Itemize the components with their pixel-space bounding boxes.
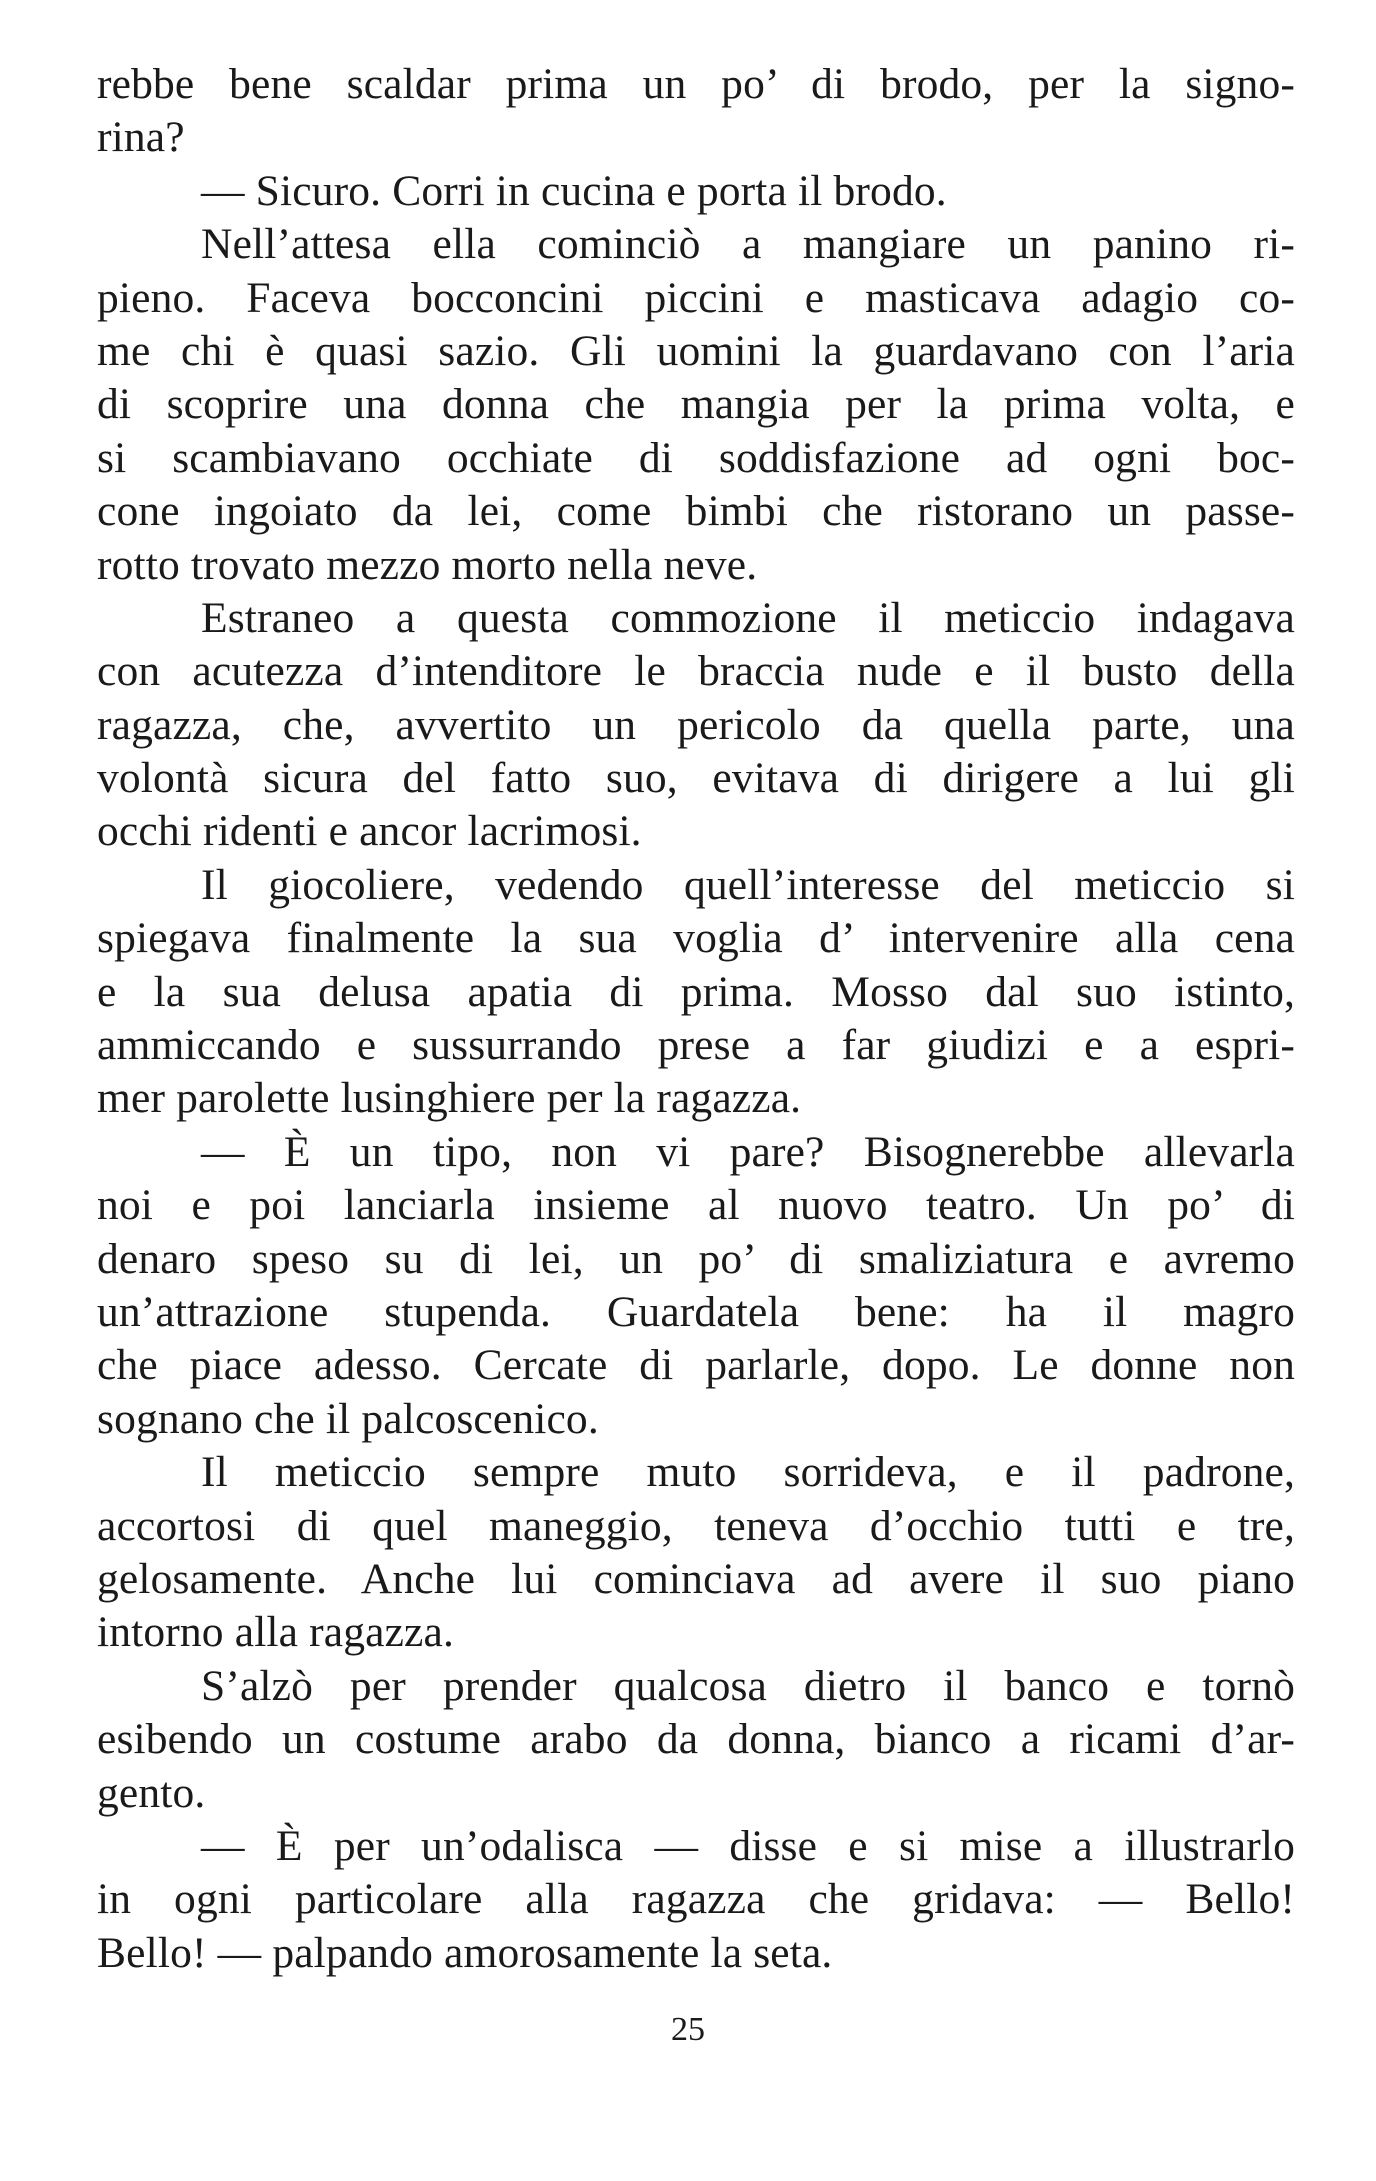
text-line: Estraneo a questa commozione il meticcio indagava (201, 593, 1295, 642)
text-line: intorno alla ragazza. (97, 1608, 454, 1657)
text-line: ammiccando e sussurrando prese a far giudizi e a espri- (97, 1021, 1295, 1070)
text-line: rina? (97, 113, 185, 162)
page-body (97, 58, 1295, 1980)
text-line: rotto trovato mezzo morto nella neve. (97, 540, 758, 589)
text-line: volontà sicura del fatto suo, evitava di dirigere a lui gli (97, 754, 1295, 803)
text-line: spiegava finalmente la sua voglia d’ intervenire alla cena (97, 914, 1295, 963)
text-line: ragazza, che, avvertito un pericolo da quella parte, una (97, 700, 1295, 749)
text-line: gento. (97, 1768, 206, 1817)
text-line: con acutezza d’intenditore le braccia nude e il busto della (97, 647, 1295, 696)
text-line: — Sicuro. Corri in cucina e porta il brodo. (201, 166, 947, 215)
text-line: di scoprire una donna che mangia per la prima volta, e (97, 380, 1295, 429)
text-line: si scambiavano occhiate di soddisfazione ad ogni boc- (97, 433, 1295, 482)
text-line: esibendo un costume arabo da donna, bianco a ricami d’ar- (97, 1715, 1295, 1764)
text-line: Nell’attesa ella cominciò a mangiare un panino ri- (201, 220, 1295, 269)
text-line: in ogni particolare alla ragazza che gridava: — Bello! (97, 1875, 1295, 1924)
text-line: occhi ridenti e ancor lacrimosi. (97, 807, 642, 856)
text-line: accortosi di quel maneggio, teneva d’occhio tutti e tre, (97, 1501, 1295, 1550)
text-line: denaro speso su di lei, un po’ di smaliziatura e avremo (97, 1234, 1295, 1283)
text-line: cone ingoiato da lei, come bimbi che ristorano un passe- (97, 487, 1295, 536)
text-line: gelosamente. Anche lui cominciava ad avere il suo piano (97, 1554, 1295, 1603)
text-line: Bello! — palpando amorosamente la seta. (97, 1928, 833, 1977)
text-line: me chi è quasi sazio. Gli uomini la guardavano con l’aria (97, 326, 1295, 375)
text-line: pieno. Faceva bocconcini piccini e masticava adagio co- (97, 273, 1295, 322)
text-line: noi e poi lanciarla insieme al nuovo teatro. Un po’ di (97, 1181, 1295, 1230)
text-line: rebbe bene scaldar prima un po’ di brodo, per la signo- (97, 60, 1295, 108)
text-line: sognano che il palcoscenico. (97, 1394, 599, 1443)
text-line: un’attrazione stupenda. Guardatela bene: ha il magro (97, 1287, 1295, 1336)
text-line: S’alzò per prender qualcosa dietro il banco e tornò (201, 1661, 1295, 1710)
text-line: Il giocoliere, vedendo quell’interesse del meticcio si (201, 860, 1295, 909)
text-line: che piace adesso. Cercate di parlarle, dopo. Le donne non (97, 1341, 1295, 1390)
text-line: — È per un’odalisca — disse e si mise a illustrarlo (201, 1821, 1295, 1870)
page-number: 25 (671, 2011, 705, 2048)
text-line: mer parolette lusinghiere per la ragazza. (97, 1074, 802, 1123)
text-line: — È un tipo, non vi pare? Bisognerebbe allevarla (201, 1127, 1295, 1176)
text-line: e la sua delusa apatia di prima. Mosso dal suo istinto, (97, 967, 1295, 1016)
text-line: Il meticcio sempre muto sorrideva, e il padrone, (201, 1448, 1295, 1497)
